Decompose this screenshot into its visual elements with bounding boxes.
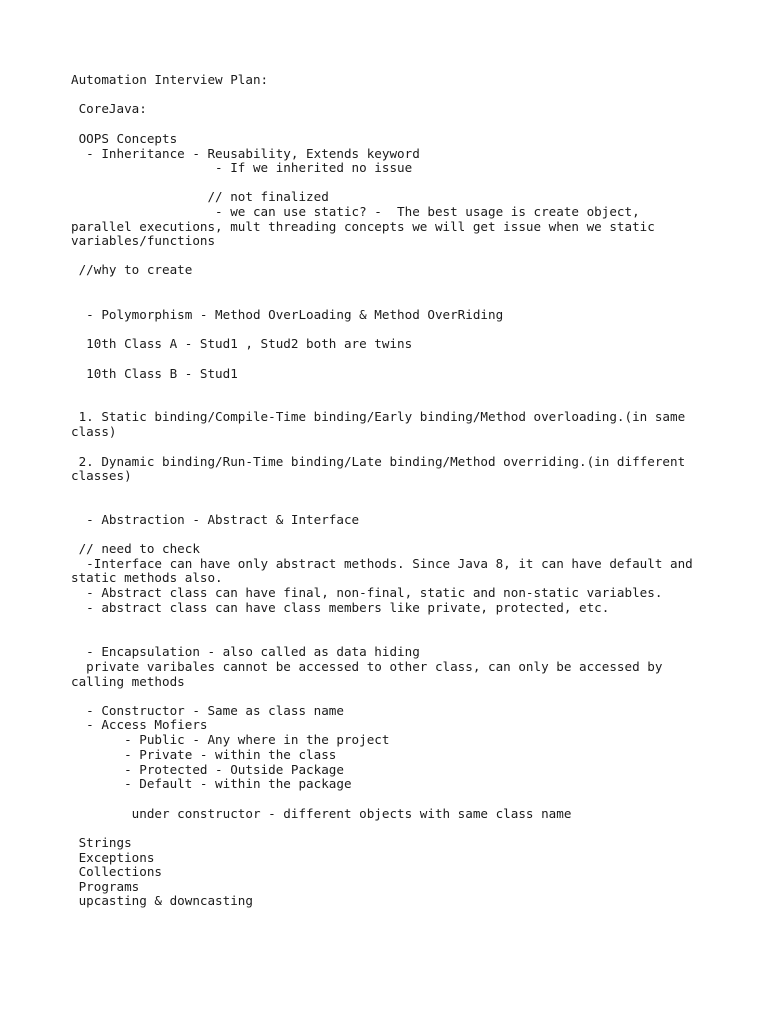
text-line: -Interface can have only abstract methods. Since Java 8, it can have default and: [71, 556, 693, 571]
text-line: - abstract class can have class members like private, protected, etc.: [71, 600, 610, 615]
text-line: class): [71, 424, 117, 439]
comment-line: // need to check: [71, 541, 200, 556]
text-line: parallel executions, mult threading concepts we will get issue when we static: [71, 219, 655, 234]
section-heading: CoreJava:: [71, 101, 147, 116]
text-line: - Public - Any where in the project: [71, 732, 390, 747]
topic-item: Strings: [71, 835, 132, 850]
topic-item: Programs: [71, 879, 140, 894]
text-line: - we can use static? - The best usage is create object,: [71, 204, 640, 219]
text-line: - Default - within the package: [71, 776, 352, 791]
text-line: - If we inherited no issue: [71, 160, 413, 175]
text-line: classes): [71, 468, 132, 483]
text-line: - Encapsulation - also called as data hiding: [71, 644, 420, 659]
topic-item: Collections: [71, 864, 162, 879]
text-line: - Access Mofiers: [71, 717, 208, 732]
text-line: 2. Dynamic binding/Run-Time binding/Late binding/Method overriding.(in different: [71, 454, 686, 469]
text-line: 1. Static binding/Compile-Time binding/Early binding/Method overloading.(in same: [71, 409, 686, 424]
text-line: - Polymorphism - Method OverLoading & Method OverRiding: [71, 307, 504, 322]
text-line: under constructor - different objects with same class name: [71, 806, 572, 821]
doc-title: Automation Interview Plan:: [71, 72, 269, 87]
text-line: - Private - within the class: [71, 747, 337, 762]
subsection-heading: OOPS Concepts: [71, 131, 178, 146]
topic-item: Exceptions: [71, 850, 155, 865]
text-line: 10th Class A - Stud1 , Stud2 both are twins: [71, 336, 413, 351]
text-line: - Constructor - Same as class name: [71, 703, 344, 718]
text-line: - Abstract class can have final, non-final, static and non-static variables.: [71, 585, 663, 600]
text-line: - Inheritance - Reusability, Extends keyword: [71, 146, 420, 161]
text-line: 10th Class B - Stud1: [71, 366, 238, 381]
text-line: static methods also.: [71, 570, 223, 585]
comment-line: //why to create: [71, 262, 193, 277]
text-line: - Protected - Outside Package: [71, 762, 344, 777]
text-line: calling methods: [71, 674, 185, 689]
text-line: - Abstraction - Abstract & Interface: [71, 512, 360, 527]
text-line: variables/functions: [71, 233, 216, 248]
text-line: private varibales cannot be accessed to other class, can only be accessed by: [71, 659, 663, 674]
topic-item: upcasting & downcasting: [71, 893, 253, 908]
comment-line: // not finalized: [71, 189, 329, 204]
